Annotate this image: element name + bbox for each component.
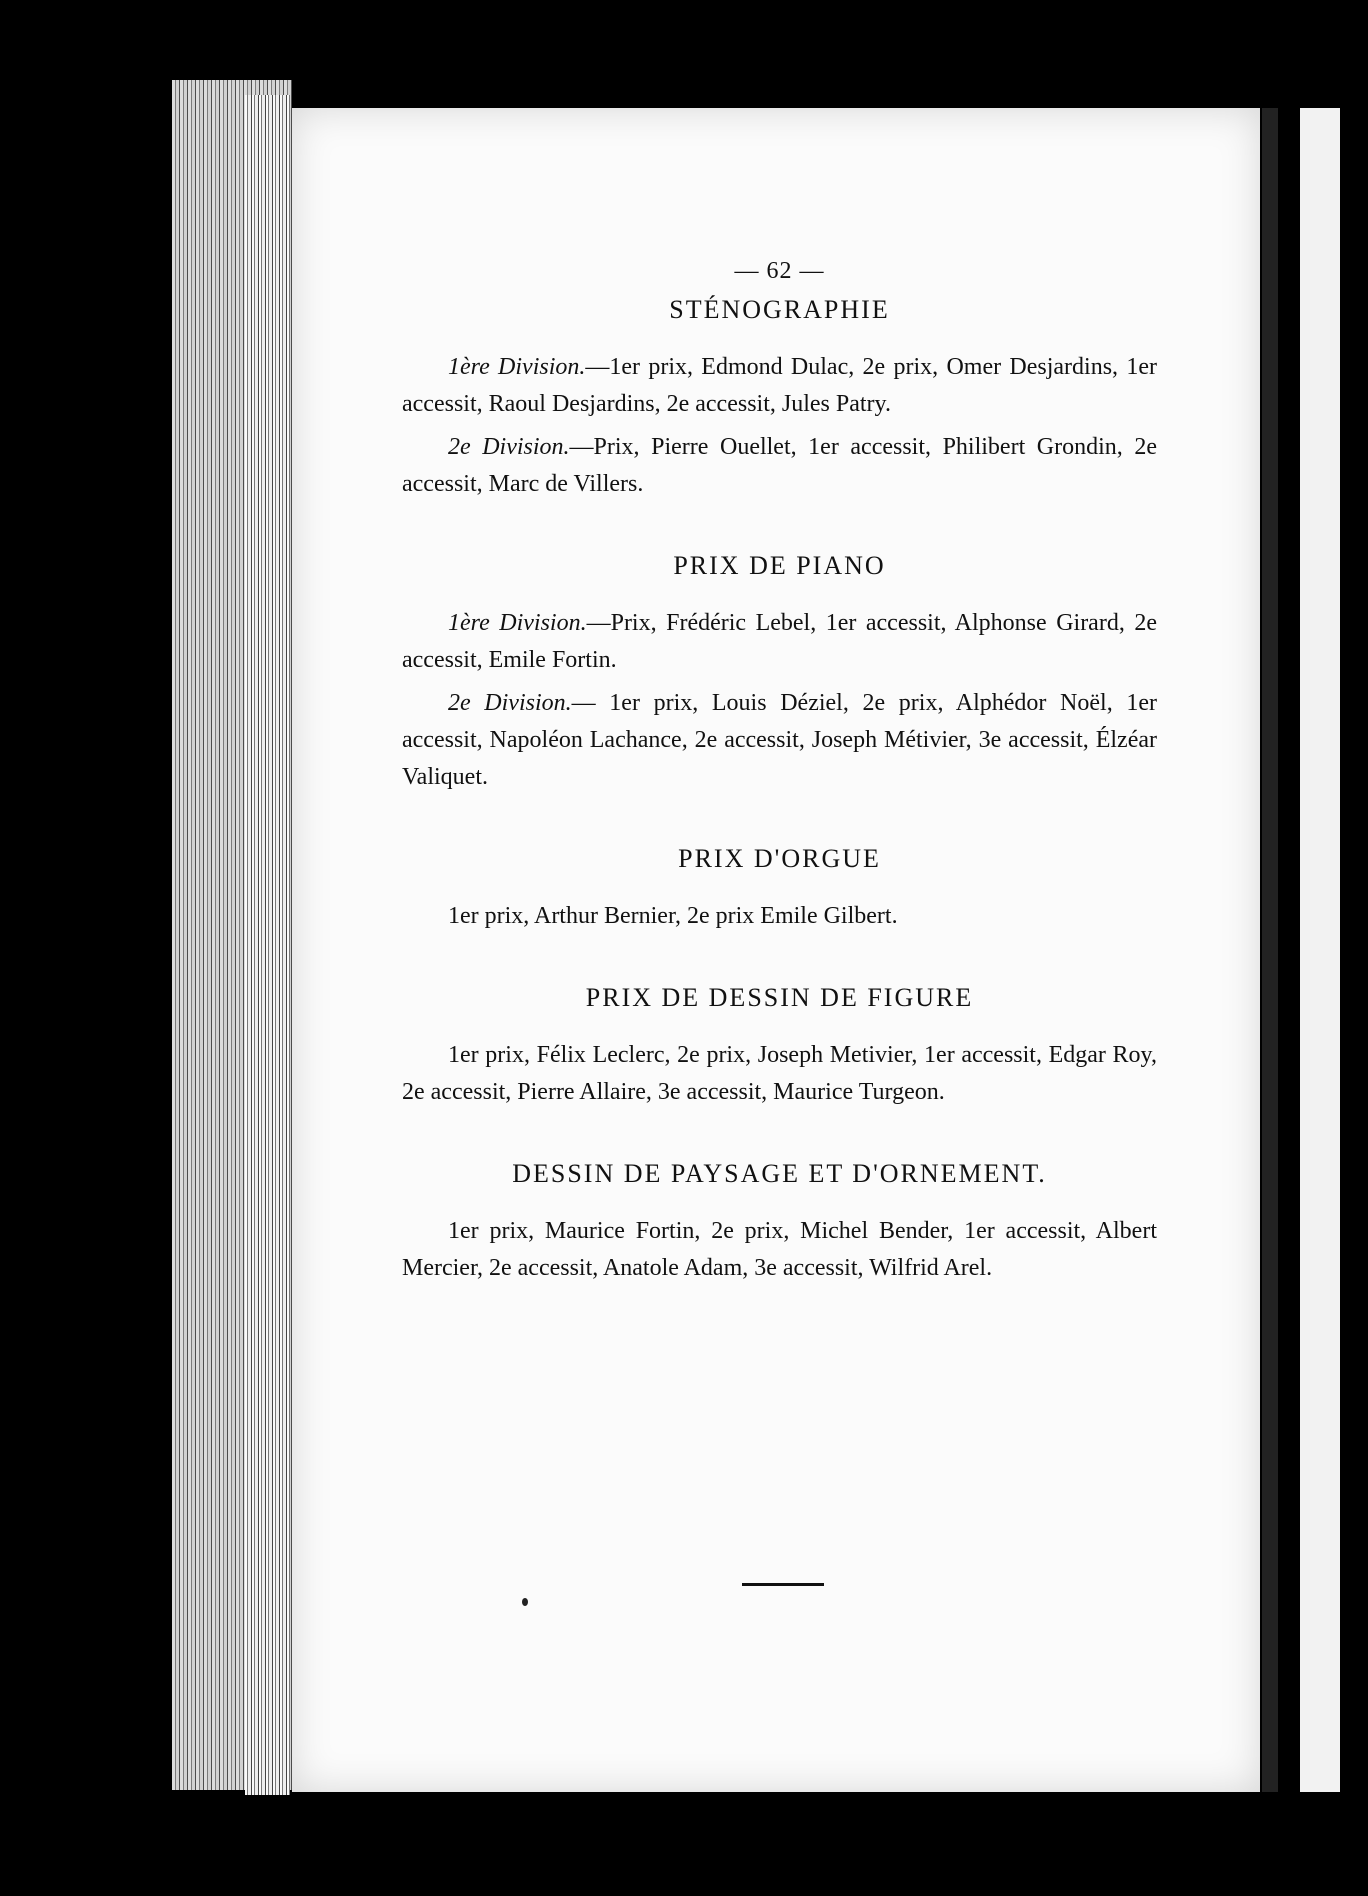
section-prix-d-orgue [402,844,1157,935]
book-page-edges-inner [245,95,290,1795]
division-label: 2e Division. [448,434,570,460]
section-stenographie [402,295,1157,503]
end-rule [742,1583,824,1586]
paragraph-text: 1er prix, Félix Leclerc, 2e prix, Joseph Metivier, 1er accessit, Edgar Roy, 2e accessit, Pierre Allaire, 3e accessit, Maurice Turgeon. [402,1042,1157,1105]
book-page [292,108,1260,1792]
paragraph-text: —Prix, Frédéric Lebel, 1er accessit, Alphonse Girard, 2e accessit, Emile Fortin. [402,610,1157,673]
section-heading: DESSIN DE PAYSAGE ET D'ORNEMENT. [512,1159,1047,1188]
paragraph [402,898,1157,935]
division-label: 1ère Division. [448,610,587,636]
paragraph [402,349,1157,423]
paragraph [402,685,1157,796]
section-prix-de-dessin-de-figure [402,983,1157,1111]
section-dessin-de-paysage [402,1159,1157,1287]
paragraph-text: —1er prix, Edmond Dulac, 2e prix, Omer Desjardins, 1er accessit, Raoul Desjardins, 2e accessit, Jules Patry. [402,354,1157,417]
section-heading: STÉNOGRAPHIE [669,295,890,324]
division-label: 2e Division. [448,690,572,716]
book-gutter-shadow [1262,108,1278,1792]
paragraph [402,1213,1157,1287]
facing-page-edge [1300,108,1340,1792]
section-heading: PRIX D'ORGUE [678,844,881,873]
section-heading: PRIX DE DESSIN DE FIGURE [585,983,974,1012]
section-prix-de-piano [402,551,1157,796]
paragraph [402,605,1157,679]
paragraph-text: —Prix, Pierre Ouellet, 1er accessit, Philibert Grondin, 2e accessit, Marc de Villers. [402,434,1158,497]
paragraph-text: 1er prix, Maurice Fortin, 2e prix, Michel Bender, 1er accessit, Albert Mercier, 2e accessit, Anatole Adam, 3e accessit, Wilfrid Arel. [402,1218,1157,1281]
page-content [402,258,1157,1293]
paragraph [402,429,1157,503]
division-label: 1ère Division. [448,354,586,380]
section-heading: PRIX DE PIANO [673,551,886,580]
paragraph-text: 1er prix, Arthur Bernier, 2e prix Emile Gilbert. [448,903,898,929]
ink-speck [522,1598,528,1606]
paragraph-text: — 1er prix, Louis Déziel, 2e prix, Alphédor Noël, 1er accessit, Napoléon Lachance, 2e accessit, Joseph Métivier, 3e accessit, Élzéar Valiquet. [402,690,1158,790]
page-number: — 62 — [734,258,825,284]
paragraph [402,1037,1157,1111]
